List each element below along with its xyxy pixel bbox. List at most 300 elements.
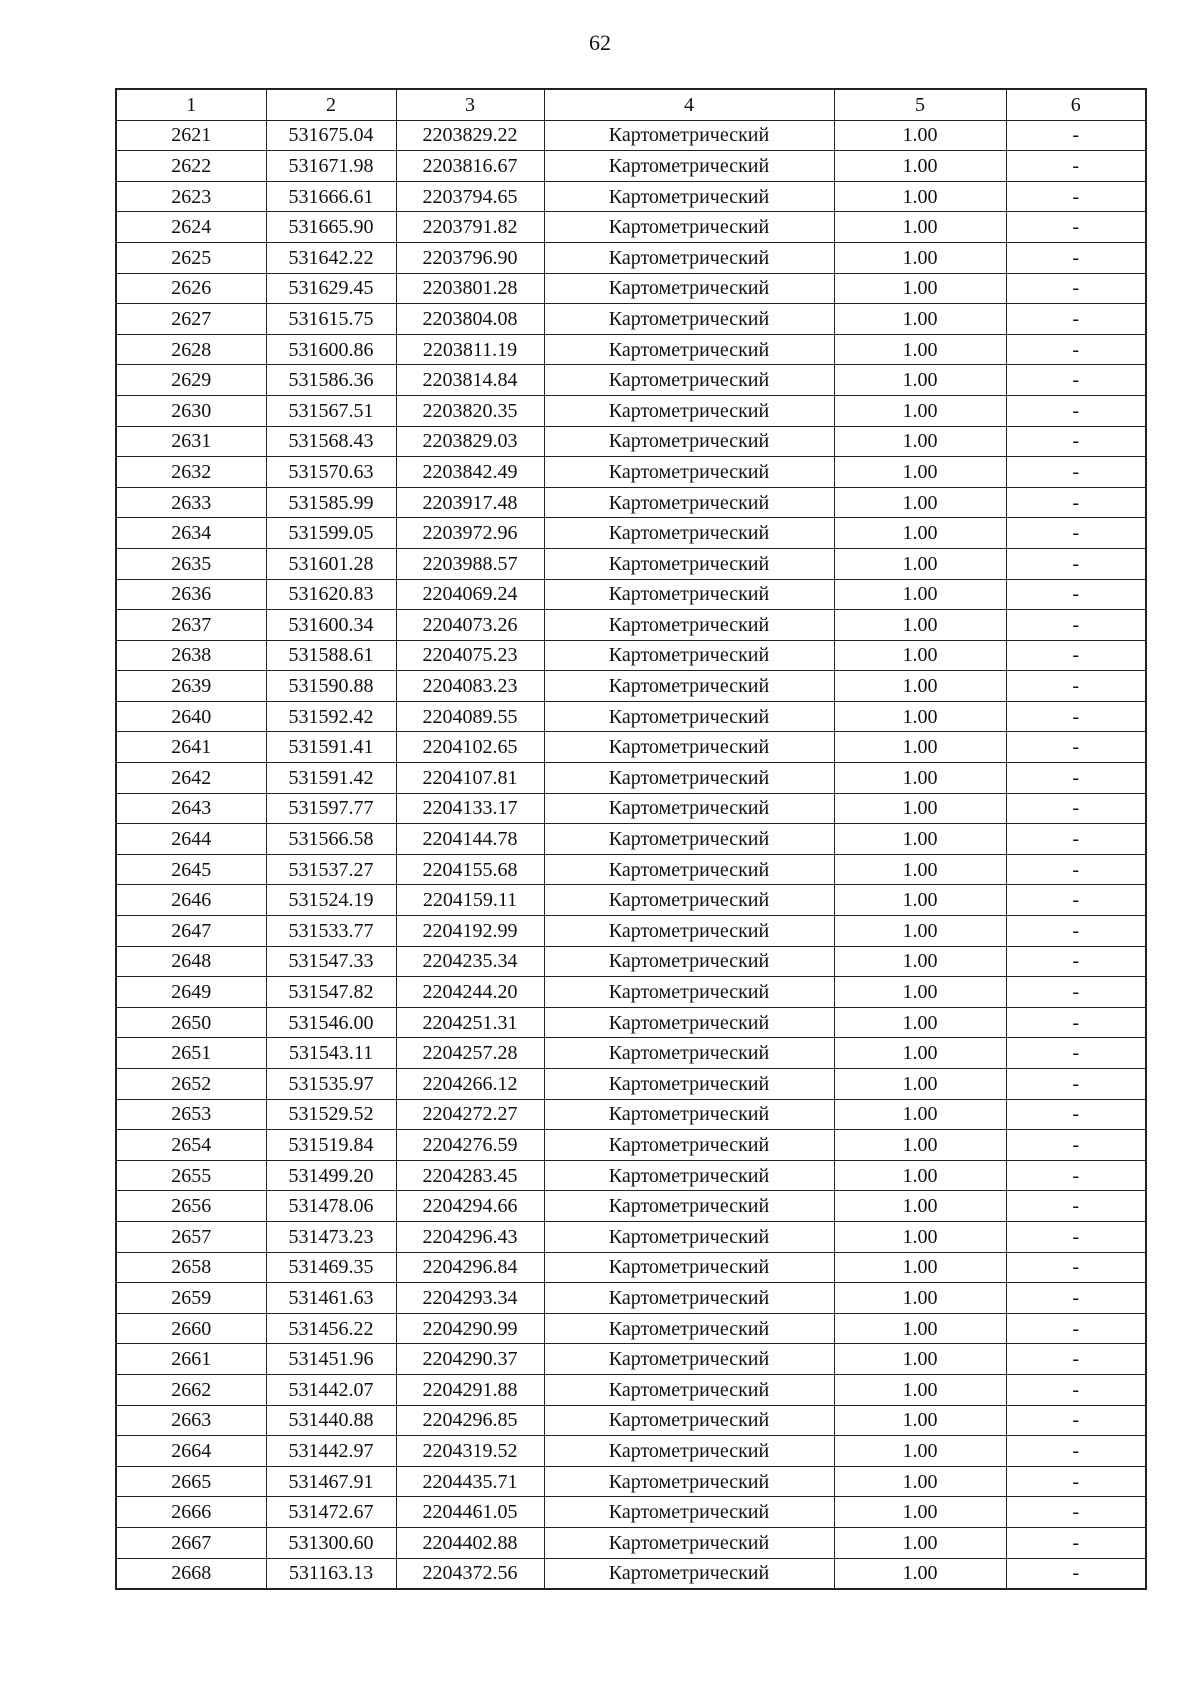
- method-cell: Картометрический: [544, 1374, 834, 1405]
- point-number-cell: 2647: [116, 916, 266, 947]
- accuracy-cell: 1.00: [834, 1374, 1006, 1405]
- table-row: [116, 212, 1146, 243]
- note-cell: -: [1006, 1252, 1146, 1283]
- method-cell: Картометрический: [544, 518, 834, 549]
- method-cell: Картометрический: [544, 763, 834, 794]
- point-number-cell: 2656: [116, 1191, 266, 1222]
- method-cell: Картометрический: [544, 701, 834, 732]
- table-row: [116, 763, 1146, 794]
- table-row: [116, 518, 1146, 549]
- y-coordinate-cell: 2203829.03: [396, 426, 544, 457]
- point-number-cell: 2635: [116, 548, 266, 579]
- table-row: [116, 1344, 1146, 1375]
- y-coordinate-cell: 2204257.28: [396, 1038, 544, 1069]
- y-coordinate-cell: 2204276.59: [396, 1130, 544, 1161]
- table-row: [116, 1252, 1146, 1283]
- accuracy-cell: 1.00: [834, 1313, 1006, 1344]
- note-cell: -: [1006, 1160, 1146, 1191]
- accuracy-cell: 1.00: [834, 1191, 1006, 1222]
- point-number-cell: 2667: [116, 1527, 266, 1558]
- y-coordinate-cell: 2203816.67: [396, 151, 544, 182]
- point-number-cell: 2633: [116, 487, 266, 518]
- x-coordinate-cell: 531524.19: [266, 885, 396, 916]
- method-cell: Картометрический: [544, 1252, 834, 1283]
- point-number-cell: 2627: [116, 304, 266, 335]
- x-coordinate-cell: 531300.60: [266, 1527, 396, 1558]
- method-cell: Картометрический: [544, 946, 834, 977]
- point-number-cell: 2636: [116, 579, 266, 610]
- point-number-cell: 2638: [116, 640, 266, 671]
- point-number-cell: 2624: [116, 212, 266, 243]
- table-row: [116, 671, 1146, 702]
- point-number-cell: 2640: [116, 701, 266, 732]
- point-number-cell: 2655: [116, 1160, 266, 1191]
- note-cell: -: [1006, 334, 1146, 365]
- x-coordinate-cell: 531440.88: [266, 1405, 396, 1436]
- y-coordinate-cell: 2204075.23: [396, 640, 544, 671]
- method-cell: Картометрический: [544, 854, 834, 885]
- point-number-cell: 2653: [116, 1099, 266, 1130]
- x-coordinate-cell: 531472.67: [266, 1497, 396, 1528]
- x-coordinate-cell: 531585.99: [266, 487, 396, 518]
- table-row: [116, 946, 1146, 977]
- x-coordinate-cell: 531600.86: [266, 334, 396, 365]
- table-row: [116, 1130, 1146, 1161]
- y-coordinate-cell: 2204159.11: [396, 885, 544, 916]
- note-cell: -: [1006, 1099, 1146, 1130]
- y-coordinate-cell: 2203814.84: [396, 365, 544, 396]
- x-coordinate-cell: 531461.63: [266, 1283, 396, 1314]
- x-coordinate-cell: 531629.45: [266, 273, 396, 304]
- point-number-cell: 2649: [116, 977, 266, 1008]
- table-row: [116, 1527, 1146, 1558]
- x-coordinate-cell: 531543.11: [266, 1038, 396, 1069]
- note-cell: -: [1006, 518, 1146, 549]
- table-row: [116, 579, 1146, 610]
- y-coordinate-cell: 2204083.23: [396, 671, 544, 702]
- method-cell: Картометрический: [544, 181, 834, 212]
- method-cell: Картометрический: [544, 365, 834, 396]
- x-coordinate-cell: 531620.83: [266, 579, 396, 610]
- method-cell: Картометрический: [544, 977, 834, 1008]
- table-row: [116, 854, 1146, 885]
- point-number-cell: 2626: [116, 273, 266, 304]
- table-row: [116, 487, 1146, 518]
- table-row: [116, 181, 1146, 212]
- x-coordinate-cell: 531529.52: [266, 1099, 396, 1130]
- y-coordinate-cell: 2204089.55: [396, 701, 544, 732]
- table-row: [116, 1497, 1146, 1528]
- x-coordinate-cell: 531591.41: [266, 732, 396, 763]
- accuracy-cell: 1.00: [834, 181, 1006, 212]
- note-cell: -: [1006, 701, 1146, 732]
- y-coordinate-cell: 2204290.99: [396, 1313, 544, 1344]
- accuracy-cell: 1.00: [834, 824, 1006, 855]
- method-cell: Картометрический: [544, 885, 834, 916]
- x-coordinate-cell: 531642.22: [266, 242, 396, 273]
- x-coordinate-cell: 531597.77: [266, 793, 396, 824]
- accuracy-cell: 1.00: [834, 120, 1006, 151]
- method-cell: Картометрический: [544, 1405, 834, 1436]
- x-coordinate-cell: 531467.91: [266, 1466, 396, 1497]
- table-row: [116, 334, 1146, 365]
- point-number-cell: 2663: [116, 1405, 266, 1436]
- x-coordinate-cell: 531567.51: [266, 395, 396, 426]
- method-cell: Картометрический: [544, 640, 834, 671]
- x-coordinate-cell: 531665.90: [266, 212, 396, 243]
- method-cell: Картометрический: [544, 1436, 834, 1467]
- accuracy-cell: 1.00: [834, 1558, 1006, 1589]
- table-row: [116, 1038, 1146, 1069]
- point-number-cell: 2641: [116, 732, 266, 763]
- accuracy-cell: 1.00: [834, 151, 1006, 182]
- point-number-cell: 2630: [116, 395, 266, 426]
- accuracy-cell: 1.00: [834, 916, 1006, 947]
- point-number-cell: 2658: [116, 1252, 266, 1283]
- note-cell: -: [1006, 1221, 1146, 1252]
- y-coordinate-cell: 2204144.78: [396, 824, 544, 855]
- y-coordinate-cell: 2204102.65: [396, 732, 544, 763]
- table-row: [116, 1374, 1146, 1405]
- method-cell: Картометрический: [544, 610, 834, 641]
- y-coordinate-cell: 2204107.81: [396, 763, 544, 794]
- page-number: 62: [589, 30, 611, 55]
- note-cell: -: [1006, 457, 1146, 488]
- method-cell: Картометрический: [544, 824, 834, 855]
- table-row: [116, 732, 1146, 763]
- accuracy-cell: 1.00: [834, 977, 1006, 1008]
- method-cell: Картометрический: [544, 732, 834, 763]
- table-row: [116, 151, 1146, 182]
- accuracy-cell: 1.00: [834, 1099, 1006, 1130]
- accuracy-cell: 1.00: [834, 1283, 1006, 1314]
- point-number-cell: 2642: [116, 763, 266, 794]
- accuracy-cell: 1.00: [834, 1344, 1006, 1375]
- accuracy-cell: 1.00: [834, 426, 1006, 457]
- table-row: [116, 793, 1146, 824]
- table-row: [116, 885, 1146, 916]
- point-number-cell: 2652: [116, 1069, 266, 1100]
- accuracy-cell: 1.00: [834, 793, 1006, 824]
- x-coordinate-cell: 531675.04: [266, 120, 396, 151]
- x-coordinate-cell: 531547.33: [266, 946, 396, 977]
- y-coordinate-cell: 2204293.34: [396, 1283, 544, 1314]
- x-coordinate-cell: 531666.61: [266, 181, 396, 212]
- note-cell: -: [1006, 487, 1146, 518]
- x-coordinate-cell: 531600.34: [266, 610, 396, 641]
- y-coordinate-cell: 2203804.08: [396, 304, 544, 335]
- method-cell: Картометрический: [544, 334, 834, 365]
- point-number-cell: 2666: [116, 1497, 266, 1528]
- accuracy-cell: 1.00: [834, 1405, 1006, 1436]
- table-body: [116, 120, 1146, 1589]
- table-row: [116, 1099, 1146, 1130]
- method-cell: Картометрический: [544, 1160, 834, 1191]
- table-row: [116, 120, 1146, 151]
- accuracy-cell: 1.00: [834, 242, 1006, 273]
- method-cell: Картометрический: [544, 273, 834, 304]
- point-number-cell: 2643: [116, 793, 266, 824]
- point-number-cell: 2660: [116, 1313, 266, 1344]
- accuracy-cell: 1.00: [834, 1038, 1006, 1069]
- y-coordinate-cell: 2204251.31: [396, 1007, 544, 1038]
- note-cell: -: [1006, 1344, 1146, 1375]
- note-cell: -: [1006, 426, 1146, 457]
- accuracy-cell: 1.00: [834, 885, 1006, 916]
- table-row: [116, 548, 1146, 579]
- accuracy-cell: 1.00: [834, 1130, 1006, 1161]
- table-row: [116, 916, 1146, 947]
- x-coordinate-cell: 531519.84: [266, 1130, 396, 1161]
- accuracy-cell: 1.00: [834, 1160, 1006, 1191]
- method-cell: Картометрический: [544, 1130, 834, 1161]
- method-cell: Картометрический: [544, 1344, 834, 1375]
- column-header: 1: [116, 89, 266, 120]
- method-cell: Картометрический: [544, 579, 834, 610]
- coordinates-table: [115, 88, 1147, 1590]
- x-coordinate-cell: 531592.42: [266, 701, 396, 732]
- method-cell: Картометрический: [544, 671, 834, 702]
- accuracy-cell: 1.00: [834, 212, 1006, 243]
- accuracy-cell: 1.00: [834, 365, 1006, 396]
- accuracy-cell: 1.00: [834, 395, 1006, 426]
- x-coordinate-cell: 531601.28: [266, 548, 396, 579]
- x-coordinate-cell: 531591.42: [266, 763, 396, 794]
- table-row: [116, 242, 1146, 273]
- point-number-cell: 2625: [116, 242, 266, 273]
- y-coordinate-cell: 2203917.48: [396, 487, 544, 518]
- method-cell: Картометрический: [544, 1038, 834, 1069]
- method-cell: Картометрический: [544, 1283, 834, 1314]
- y-coordinate-cell: 2204244.20: [396, 977, 544, 1008]
- table-row: [116, 824, 1146, 855]
- note-cell: -: [1006, 1130, 1146, 1161]
- y-coordinate-cell: 2204069.24: [396, 579, 544, 610]
- note-cell: -: [1006, 548, 1146, 579]
- point-number-cell: 2623: [116, 181, 266, 212]
- table-row: [116, 426, 1146, 457]
- x-coordinate-cell: 531615.75: [266, 304, 396, 335]
- y-coordinate-cell: 2204266.12: [396, 1069, 544, 1100]
- note-cell: -: [1006, 1038, 1146, 1069]
- accuracy-cell: 1.00: [834, 457, 1006, 488]
- table-row: [116, 1558, 1146, 1589]
- point-number-cell: 2631: [116, 426, 266, 457]
- x-coordinate-cell: 531451.96: [266, 1344, 396, 1375]
- note-cell: -: [1006, 671, 1146, 702]
- y-coordinate-cell: 2204192.99: [396, 916, 544, 947]
- method-cell: Картометрический: [544, 457, 834, 488]
- method-cell: Картометрический: [544, 1558, 834, 1589]
- method-cell: Картометрический: [544, 212, 834, 243]
- y-coordinate-cell: 2204073.26: [396, 610, 544, 641]
- y-coordinate-cell: 2204155.68: [396, 854, 544, 885]
- table-row: [116, 1466, 1146, 1497]
- table-row: [116, 1221, 1146, 1252]
- method-cell: Картометрический: [544, 1099, 834, 1130]
- x-coordinate-cell: 531537.27: [266, 854, 396, 885]
- note-cell: -: [1006, 181, 1146, 212]
- accuracy-cell: 1.00: [834, 518, 1006, 549]
- y-coordinate-cell: 2203811.19: [396, 334, 544, 365]
- x-coordinate-cell: 531442.97: [266, 1436, 396, 1467]
- accuracy-cell: 1.00: [834, 1436, 1006, 1467]
- accuracy-cell: 1.00: [834, 1221, 1006, 1252]
- note-cell: -: [1006, 885, 1146, 916]
- point-number-cell: 2650: [116, 1007, 266, 1038]
- method-cell: Картометрический: [544, 1221, 834, 1252]
- y-coordinate-cell: 2204133.17: [396, 793, 544, 824]
- column-header: 4: [544, 89, 834, 120]
- note-cell: -: [1006, 395, 1146, 426]
- accuracy-cell: 1.00: [834, 763, 1006, 794]
- point-number-cell: 2645: [116, 854, 266, 885]
- y-coordinate-cell: 2204461.05: [396, 1497, 544, 1528]
- table-row: [116, 1283, 1146, 1314]
- method-cell: Картометрический: [544, 1527, 834, 1558]
- point-number-cell: 2651: [116, 1038, 266, 1069]
- note-cell: -: [1006, 1007, 1146, 1038]
- point-number-cell: 2646: [116, 885, 266, 916]
- x-coordinate-cell: 531473.23: [266, 1221, 396, 1252]
- note-cell: -: [1006, 273, 1146, 304]
- table-row: [116, 701, 1146, 732]
- table-row: [116, 1436, 1146, 1467]
- point-number-cell: 2668: [116, 1558, 266, 1589]
- y-coordinate-cell: 2204296.84: [396, 1252, 544, 1283]
- point-number-cell: 2628: [116, 334, 266, 365]
- method-cell: Картометрический: [544, 426, 834, 457]
- note-cell: -: [1006, 1283, 1146, 1314]
- note-cell: -: [1006, 1405, 1146, 1436]
- accuracy-cell: 1.00: [834, 610, 1006, 641]
- y-coordinate-cell: 2204283.45: [396, 1160, 544, 1191]
- point-number-cell: 2665: [116, 1466, 266, 1497]
- point-number-cell: 2664: [116, 1436, 266, 1467]
- point-number-cell: 2639: [116, 671, 266, 702]
- y-coordinate-cell: 2204290.37: [396, 1344, 544, 1375]
- method-cell: Картометрический: [544, 242, 834, 273]
- table-header: [116, 89, 1146, 120]
- point-number-cell: 2632: [116, 457, 266, 488]
- note-cell: -: [1006, 1436, 1146, 1467]
- note-cell: -: [1006, 151, 1146, 182]
- x-coordinate-cell: 531671.98: [266, 151, 396, 182]
- table-row: [116, 304, 1146, 335]
- y-coordinate-cell: 2203801.28: [396, 273, 544, 304]
- y-coordinate-cell: 2203791.82: [396, 212, 544, 243]
- note-cell: -: [1006, 640, 1146, 671]
- point-number-cell: 2654: [116, 1130, 266, 1161]
- y-coordinate-cell: 2204291.88: [396, 1374, 544, 1405]
- y-coordinate-cell: 2204319.52: [396, 1436, 544, 1467]
- method-cell: Картометрический: [544, 304, 834, 335]
- y-coordinate-cell: 2203796.90: [396, 242, 544, 273]
- note-cell: -: [1006, 610, 1146, 641]
- x-coordinate-cell: 531570.63: [266, 457, 396, 488]
- table-row: [116, 273, 1146, 304]
- table-row: [116, 977, 1146, 1008]
- x-coordinate-cell: 531599.05: [266, 518, 396, 549]
- note-cell: -: [1006, 365, 1146, 396]
- note-cell: -: [1006, 120, 1146, 151]
- y-coordinate-cell: 2204372.56: [396, 1558, 544, 1589]
- y-coordinate-cell: 2204272.27: [396, 1099, 544, 1130]
- table-row: [116, 365, 1146, 396]
- accuracy-cell: 1.00: [834, 273, 1006, 304]
- x-coordinate-cell: 531546.00: [266, 1007, 396, 1038]
- note-cell: -: [1006, 916, 1146, 947]
- note-cell: -: [1006, 242, 1146, 273]
- note-cell: -: [1006, 1191, 1146, 1222]
- method-cell: Картометрический: [544, 1497, 834, 1528]
- note-cell: -: [1006, 824, 1146, 855]
- accuracy-cell: 1.00: [834, 487, 1006, 518]
- method-cell: Картометрический: [544, 1069, 834, 1100]
- table-row: [116, 1007, 1146, 1038]
- point-number-cell: 2622: [116, 151, 266, 182]
- x-coordinate-cell: 531586.36: [266, 365, 396, 396]
- note-cell: -: [1006, 579, 1146, 610]
- table-row: [116, 1191, 1146, 1222]
- note-cell: -: [1006, 304, 1146, 335]
- note-cell: -: [1006, 1374, 1146, 1405]
- method-cell: Картометрический: [544, 1191, 834, 1222]
- note-cell: -: [1006, 946, 1146, 977]
- column-header: 3: [396, 89, 544, 120]
- y-coordinate-cell: 2203829.22: [396, 120, 544, 151]
- accuracy-cell: 1.00: [834, 1007, 1006, 1038]
- method-cell: Картометрический: [544, 1313, 834, 1344]
- x-coordinate-cell: 531442.07: [266, 1374, 396, 1405]
- table-row: [116, 457, 1146, 488]
- x-coordinate-cell: 531533.77: [266, 916, 396, 947]
- x-coordinate-cell: 531499.20: [266, 1160, 396, 1191]
- x-coordinate-cell: 531478.06: [266, 1191, 396, 1222]
- accuracy-cell: 1.00: [834, 304, 1006, 335]
- point-number-cell: 2661: [116, 1344, 266, 1375]
- method-cell: Картометрический: [544, 395, 834, 426]
- accuracy-cell: 1.00: [834, 671, 1006, 702]
- note-cell: -: [1006, 732, 1146, 763]
- point-number-cell: 2659: [116, 1283, 266, 1314]
- table-row: [116, 395, 1146, 426]
- column-header: 6: [1006, 89, 1146, 120]
- point-number-cell: 2621: [116, 120, 266, 151]
- table-row: [116, 1069, 1146, 1100]
- accuracy-cell: 1.00: [834, 1466, 1006, 1497]
- note-cell: -: [1006, 1558, 1146, 1589]
- y-coordinate-cell: 2203820.35: [396, 395, 544, 426]
- accuracy-cell: 1.00: [834, 640, 1006, 671]
- y-coordinate-cell: 2204296.85: [396, 1405, 544, 1436]
- note-cell: -: [1006, 854, 1146, 885]
- accuracy-cell: 1.00: [834, 854, 1006, 885]
- method-cell: Картометрический: [544, 487, 834, 518]
- point-number-cell: 2637: [116, 610, 266, 641]
- method-cell: Картометрический: [544, 793, 834, 824]
- point-number-cell: 2629: [116, 365, 266, 396]
- point-number-cell: 2657: [116, 1221, 266, 1252]
- accuracy-cell: 1.00: [834, 701, 1006, 732]
- note-cell: -: [1006, 977, 1146, 1008]
- x-coordinate-cell: 531588.61: [266, 640, 396, 671]
- method-cell: Картометрический: [544, 548, 834, 579]
- point-number-cell: 2634: [116, 518, 266, 549]
- y-coordinate-cell: 2204435.71: [396, 1466, 544, 1497]
- accuracy-cell: 1.00: [834, 1497, 1006, 1528]
- table-row: [116, 610, 1146, 641]
